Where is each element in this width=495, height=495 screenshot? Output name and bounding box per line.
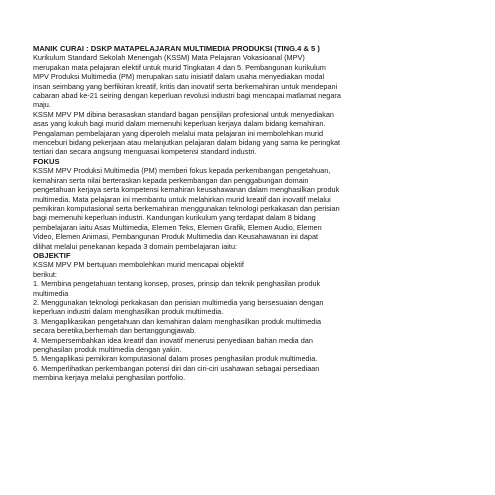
objective-item-5 [33,354,465,363]
text-line: pemikiran komputasional serta berkemahiran menggunakan teknologi perkakasan dan perisian [33,203,340,213]
text-line: Pengalaman pembelajaran yang diperoleh melalui mata pelajaran ini membolehkan murid [33,128,324,138]
text-line: 5. Mengaplikasi pemikiran komputasional dalam proses penghasilan produk multimedia. [33,354,318,364]
text-line: cabaran abad ke-21 seiring dengan keperluan revolusi industri bagi mencapai matlamat negara [33,91,341,101]
text-line: KSSM MPV PM bertujuan membolehkan murid mencapai objektif [33,260,244,270]
text-line: 4. Mempersembahkan idea kreatif dan inovatif menerusi penyediaan bahan media dan [33,335,313,345]
text-line: 2. Menggunakan teknologi perkakasan dan perisian multimedia yang bersesuaian dengan [33,297,324,307]
document-page [33,44,465,383]
objective-item-6 [33,364,465,383]
text-line: kemahiran serta nilai berteraskan kepada perkembangan dan penggabungan domain [33,175,309,185]
text-line: pembelajaran iaitu Asas Multimedia, Elemen Teks, Elemen Grafik, Elemen Audio, Elemen [33,222,322,232]
text-line: KSSM MPV PM dibina berasaskan standard bagan pensijilan profesional untuk menyediakan [33,109,334,119]
text-line: menceburi bidang pekerjaan atau melanjutkan pelajaran dalam bidang yang sama ke peringkat [33,138,341,148]
text-line: Kurikulum Standard Sekolah Menengah (KSSM) Mata Pelajaran Vokasioanal (MPV) [33,53,305,63]
text-line: MPV Produksi Multimedia (PM) merupakan satu inisiatif dalam usaha menyediakan modal [33,72,325,82]
document-title: MANIK CURAI : DSKP MATAPELAJARAN MULTIMEDIA PRODUKSI (TING.4 & 5 ) [33,44,320,53]
text-line: multimedia. Mata pelajaran ini membantu untuk melahirkan murid kreatif dan inovatif melalui [33,194,331,204]
objective-item-3 [33,317,465,336]
intro-paragraph-1 [33,53,465,109]
fokus-heading: FOKUS [33,156,60,166]
objektif-intro [33,260,465,279]
text-line: merupakan mata pelajaran elektif untuk murid Tingkatan 4 dan 5. Pembangunan kurikulum [33,62,326,72]
objektif-heading: OBJEKTIF [33,250,71,260]
text-line: maju. [33,100,51,110]
text-line: membina kerjaya melalui penghasilan portfolio. [33,373,186,383]
text-line: keperluan industri dalam menghasilkan produk multimedia. [33,307,224,317]
text-line: KSSM MPV Produksi Multimedia (PM) memberi fokus kepada perkembangan pengetahuan, [33,166,331,176]
intro-paragraph-2 [33,110,465,157]
text-line: penghasilan produk multimedia dengan yakin. [33,345,182,354]
text-line: Video, Elemen Animasi, Pembangunan Produk Multimedia dan Keusahawanan ini dapat [33,232,319,242]
text-line: asas yang kukuh bagi murid dalam memenuhi keperluan kerjaya dalam bidang kemahiran. [33,119,326,129]
text-line: 6. Memperlihatkan perkembangan potensi diri dan ciri-ciri usahawan sebagai persediaan [33,363,320,373]
fokus-paragraph [33,166,465,251]
text-line: berikut: [33,269,57,279]
objective-item-2 [33,298,465,317]
objective-item-4 [33,336,465,355]
text-line: insan seimbang yang berfikiran kreatif, kritis dan inovatif serta berkemahiran untuk mendepani [33,81,338,91]
text-line: secara beretika,berhemah dan bertanggungjawab. [33,326,197,336]
text-line: tertiari dan secara angsung menguasai kompetensi standard industri. [33,147,257,157]
objective-item-1 [33,279,465,298]
text-line: 1. Membina pengetahuan tentang konsep, proses, prinsip dan teknik penghasilan produk [33,279,321,289]
text-line: dilihat melalui penekanan kepada 3 domain pembelajaran iaitu: [33,241,238,251]
text-line: 3. Mengaplikasikan pengetahuan dan kemahiran dalam menghasilkan produk multimedia [33,316,321,326]
text-line: multimedia [33,288,69,298]
text-line: bagi memenuhi keperluan industri. Kandungan kurikulum yang terdapat dalam 8 bidang [33,213,316,223]
text-line: pengetahuan kerjaya serta kompetensi kemahiran keusahawanan dalam menghasilkan produk [33,185,340,195]
